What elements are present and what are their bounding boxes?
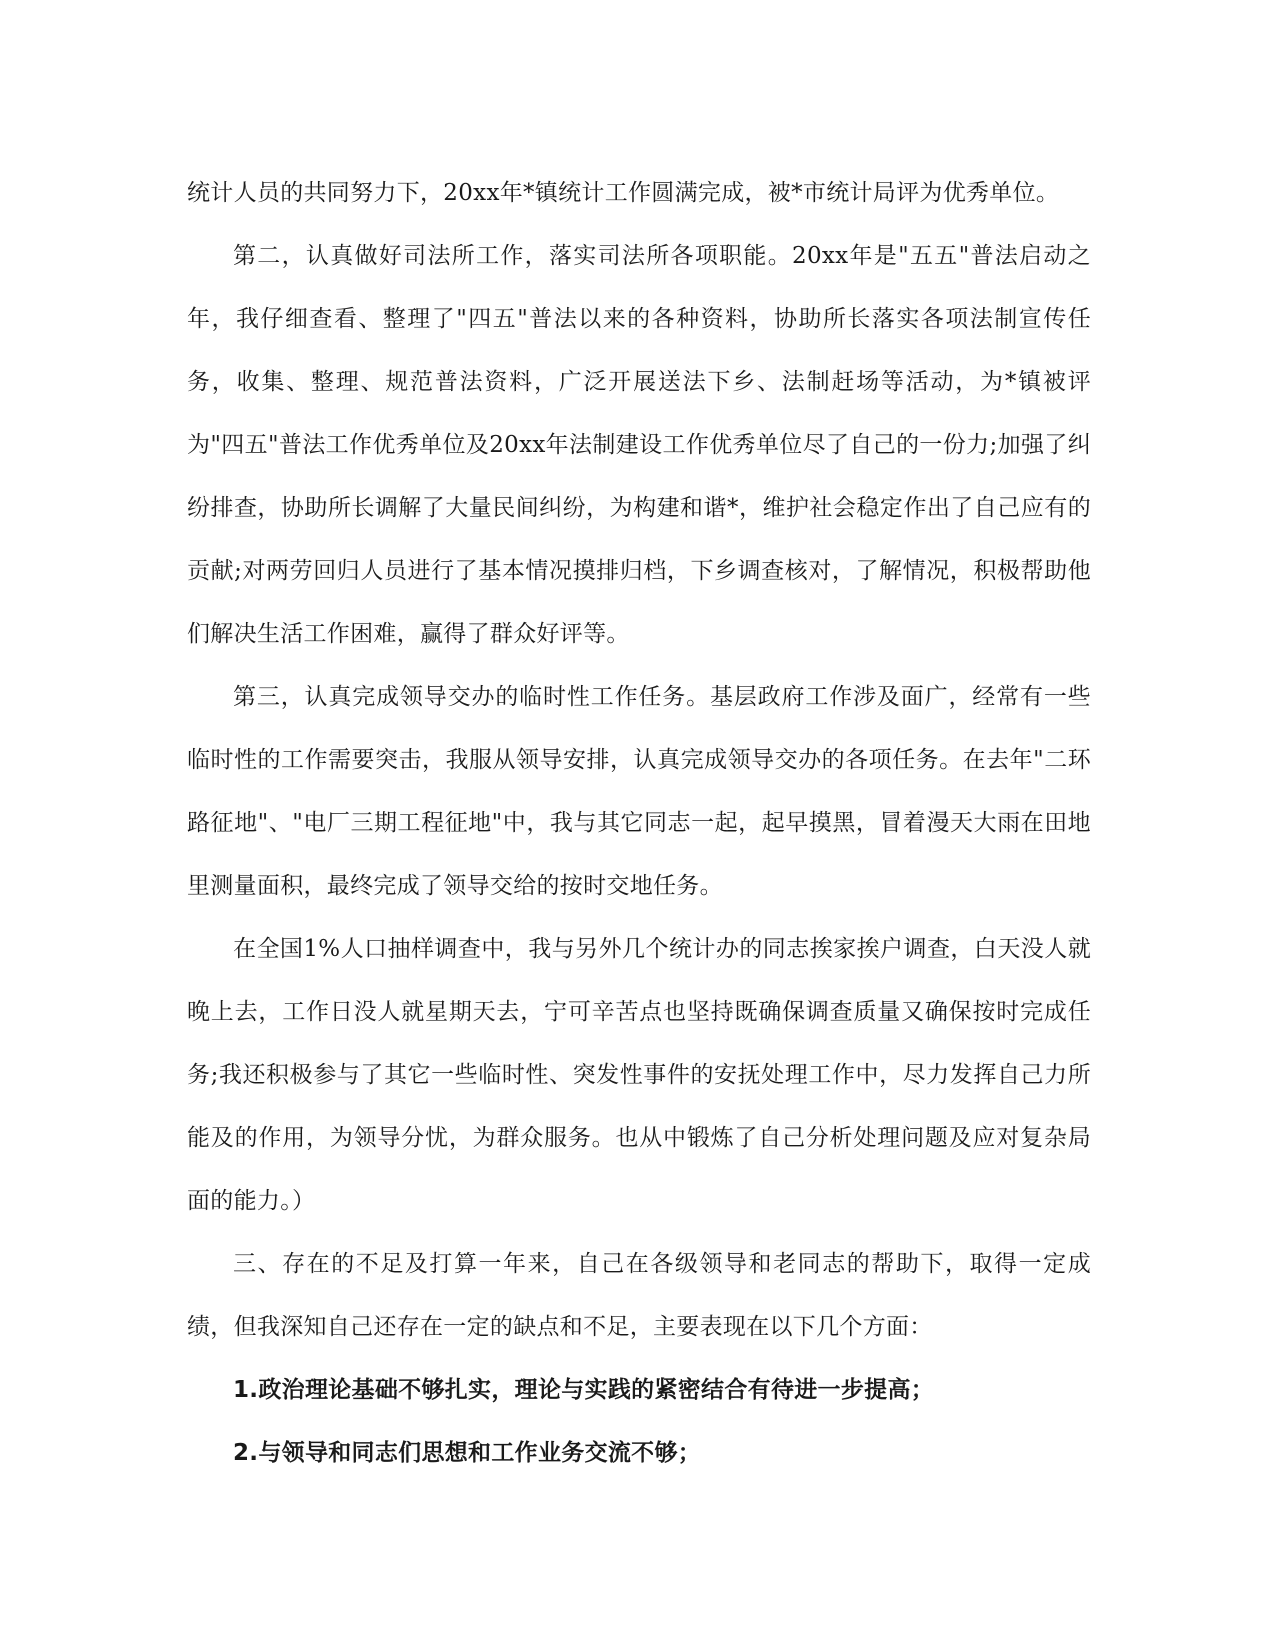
- list-item-theory: 1.政治理论基础不够扎实，理论与实践的紧密结合有待进一步提高；: [233, 1377, 935, 1403]
- document-body: [187, 162, 1091, 1485]
- paragraph-census-survey: 在全国1%人口抽样调查中，我与另外几个统计办的同志挨家挨户调查，白天没人就晚上去，工作日没人就星期天去，宁可辛苦点也坚持既确保调查质量又确保按时完成任务;我还积极参与了其它一些临时性、突发性事件的安抚处理工作中，尽力发挥自己力所能及的作用，为领导分忧，为群众服务。也从中锻炼了自己分析处理问题及应对复杂局面的能力。）: [187, 936, 1091, 1214]
- list-item-communication: 2.与领导和同志们思想和工作业务交流不够；: [233, 1440, 702, 1466]
- paragraph-judicial-work: 第二，认真做好司法所工作，落实司法所各项职能。20xx年是"五五"普法启动之年，我仔细查看、整理了"四五"普法以来的各种资料，协助所长落实各项法制宣传任务，收集、整理、规范普法资料，广泛开展送法下乡、法制赶场等活动，为*镇被评为"四五"普法工作优秀单位及20xx年法制建设工作优秀单位尽了自己的一份力;加强了纠纷排查，协助所长调解了大量民间纠纷，为构建和谐*，维护社会稳定作出了自己应有的贡献;对两劳回归人员进行了基本情况摸排归档，下乡调查核对，了解情况，积极帮助他们解决生活工作困难，赢得了群众好评等。: [187, 243, 1091, 647]
- paragraph-shortcomings: 三、存在的不足及打算一年来，自己在各级领导和老同志的帮助下，取得一定成绩，但我深知自己还存在一定的缺点和不足，主要表现在以下几个方面：: [187, 1251, 1091, 1340]
- paragraph-stat-result: 统计人员的共同努力下，20xx年*镇统计工作圆满完成，被*市统计局评为优秀单位。: [187, 180, 1060, 206]
- paragraph-temporary-tasks: 第三，认真完成领导交办的临时性工作任务。基层政府工作涉及面广，经常有一些临时性的工作需要突击，我服从领导安排，认真完成领导交办的各项任务。在去年"二环路征地"、"电厂三期工程征地"中，我与其它同志一起，起早摸黑，冒着漫天大雨在田地里测量面积，最终完成了领导交给的按时交地任务。: [187, 684, 1091, 899]
